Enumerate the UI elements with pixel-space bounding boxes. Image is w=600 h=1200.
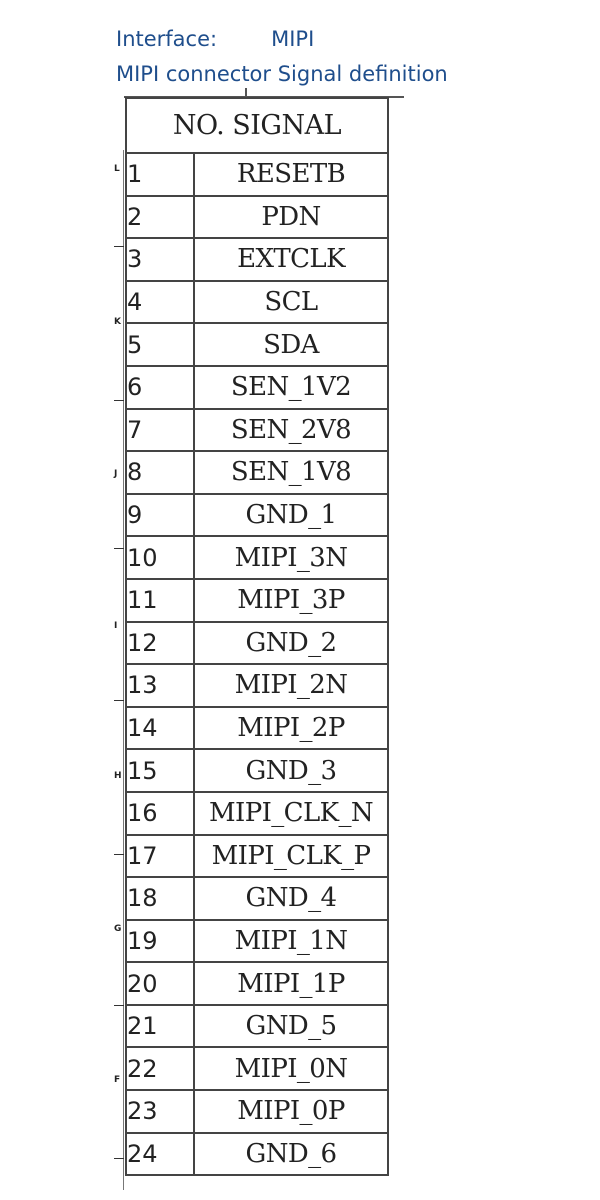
pin-number: 4 (126, 281, 194, 324)
pin-number: 9 (126, 494, 194, 537)
signal-name: SDA (194, 323, 388, 366)
signal-name: MIPI_2P (194, 707, 388, 750)
table-row (126, 749, 388, 792)
signal-name: RESETB (194, 153, 388, 196)
table-row (126, 451, 388, 494)
pin-number: 21 (126, 1005, 194, 1048)
table-row (126, 962, 388, 1005)
signal-name: GND_5 (194, 1005, 388, 1048)
signal-name: SEN_1V8 (194, 451, 388, 494)
pin-number: 11 (126, 579, 194, 622)
signal-name: MIPI_2N (194, 664, 388, 707)
table-row (126, 707, 388, 750)
signal-name: MIPI_CLK_N (194, 792, 388, 835)
table-row (126, 281, 388, 324)
pin-number: 8 (126, 451, 194, 494)
signal-name: GND_2 (194, 622, 388, 665)
table-row (126, 579, 388, 622)
table-row (126, 835, 388, 878)
pin-number: 6 (126, 366, 194, 409)
signal-name: SEN_1V2 (194, 366, 388, 409)
margin-letter: F (114, 1075, 121, 1085)
table-row (126, 153, 388, 196)
signal-name: GND_1 (194, 494, 388, 537)
pin-number: 19 (126, 920, 194, 963)
signal-name: MIPI_1P (194, 962, 388, 1005)
table-row (126, 622, 388, 665)
signal-name: MIPI_CLK_P (194, 835, 388, 878)
signal-name: MIPI_0P (194, 1090, 388, 1133)
interface-value: MIPI (271, 27, 315, 51)
signal-name: EXTCLK (194, 238, 388, 281)
table-row (126, 664, 388, 707)
table-row (126, 792, 388, 835)
drawing-left-border (123, 150, 124, 1190)
pin-number: 15 (126, 749, 194, 792)
table-row (126, 238, 388, 281)
margin-letter: G (114, 924, 122, 934)
table-row (126, 409, 388, 452)
table-body (126, 153, 388, 1175)
pin-number: 2 (126, 196, 194, 239)
interface-heading (116, 29, 314, 50)
pin-number: 14 (126, 707, 194, 750)
document-subtitle: MIPI connector Signal definition (116, 62, 448, 86)
margin-dash (114, 700, 124, 701)
table-row (126, 877, 388, 920)
table-row (126, 494, 388, 537)
table-header-row (126, 98, 388, 153)
interface-label: Interface: (116, 27, 218, 51)
margin-letter: H (114, 771, 122, 781)
margin-dash (114, 1158, 124, 1159)
signal-name: PDN (194, 196, 388, 239)
pin-number: 3 (126, 238, 194, 281)
signal-name: GND_6 (194, 1133, 388, 1176)
table-row (126, 1005, 388, 1048)
pin-number: 12 (126, 622, 194, 665)
margin-dash (114, 548, 124, 549)
pin-number: 20 (126, 962, 194, 1005)
signal-name: SCL (194, 281, 388, 324)
signal-name: MIPI_0N (194, 1047, 388, 1090)
pin-number: 16 (126, 792, 194, 835)
pin-number: 1 (126, 153, 194, 196)
pin-number: 13 (126, 664, 194, 707)
pin-number: 22 (126, 1047, 194, 1090)
signal-table (125, 97, 389, 1176)
margin-dash (114, 246, 124, 247)
pin-number: 23 (126, 1090, 194, 1133)
table-row (126, 366, 388, 409)
signal-name: SEN_2V8 (194, 409, 388, 452)
pin-number: 18 (126, 877, 194, 920)
signal-name: GND_3 (194, 749, 388, 792)
signal-name: MIPI_3P (194, 579, 388, 622)
table-row (126, 196, 388, 239)
signal-name: GND_4 (194, 877, 388, 920)
pin-number: 24 (126, 1133, 194, 1176)
table-row (126, 536, 388, 579)
signal-name: MIPI_3N (194, 536, 388, 579)
margin-dash (114, 1005, 124, 1006)
pin-number: 5 (126, 323, 194, 366)
table-row (126, 1090, 388, 1133)
pin-number: 7 (126, 409, 194, 452)
pin-number: 17 (126, 835, 194, 878)
margin-letter: L (114, 164, 120, 174)
table-row (126, 323, 388, 366)
margin-letter: J (114, 469, 118, 479)
signal-name: MIPI_1N (194, 920, 388, 963)
table-header: NO. SIGNAL (126, 98, 388, 153)
table-row (126, 1133, 388, 1176)
table-row (126, 920, 388, 963)
table-row (126, 1047, 388, 1090)
margin-dash (114, 400, 124, 401)
pin-number: 10 (126, 536, 194, 579)
margin-letter: I (114, 621, 118, 631)
margin-dash (114, 854, 124, 855)
margin-letter: K (114, 317, 121, 327)
drawing-tick-mark (245, 88, 247, 96)
